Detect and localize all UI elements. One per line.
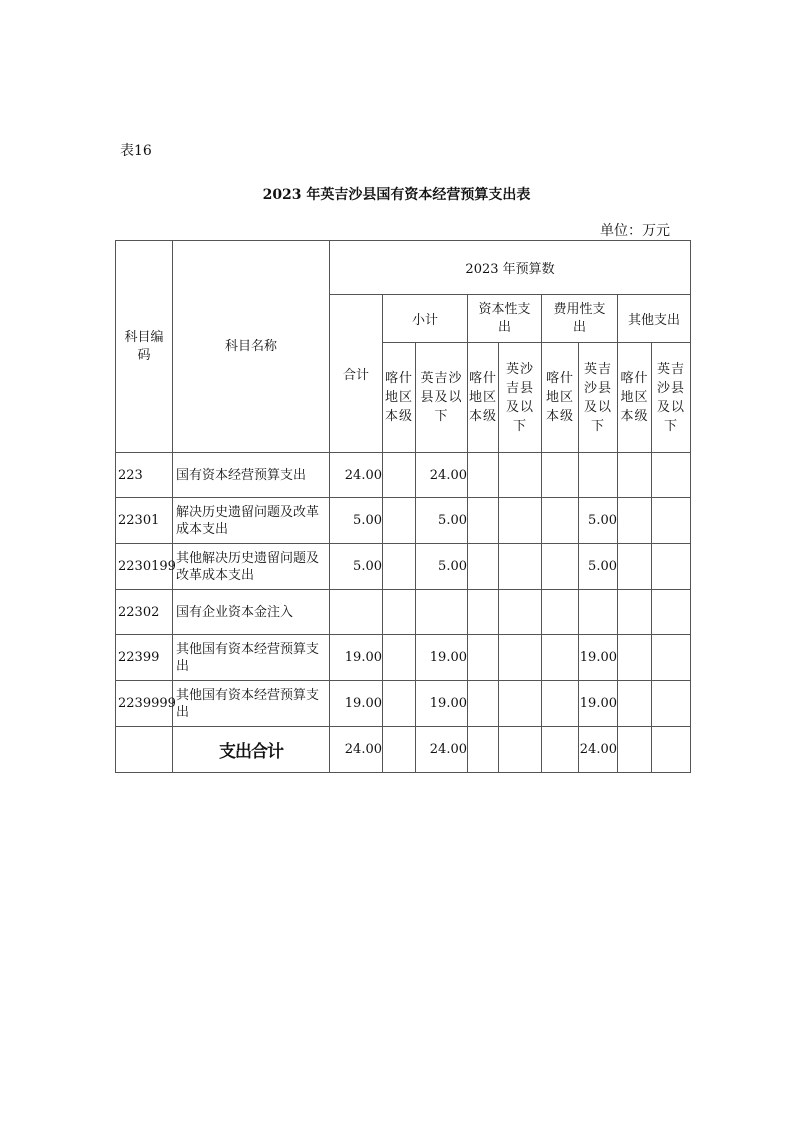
table-number: 表16 — [120, 143, 152, 159]
cell-empty — [542, 498, 579, 544]
cell-empty — [468, 498, 499, 544]
cell-empty — [468, 453, 499, 498]
header-name: 科目名称 — [173, 241, 330, 453]
cell-empty — [499, 727, 542, 773]
cell-empty — [383, 681, 416, 727]
header-group-subtotal: 小计 — [383, 295, 468, 343]
header-code: 科目编码 — [116, 241, 173, 453]
cell-empty — [542, 727, 579, 773]
row-subtotal-local: 19.00 — [416, 681, 468, 727]
sub-header-4: 英沙吉县及以下 — [499, 343, 542, 453]
row-expense-local — [579, 453, 618, 498]
row-total — [330, 590, 383, 635]
row-total: 24.00 — [330, 453, 383, 498]
cell-empty — [618, 681, 652, 727]
cell-empty — [383, 453, 416, 498]
header-budget: 2023 年预算数 — [330, 241, 691, 295]
sub-header-6: 英吉沙县及以下 — [579, 343, 618, 453]
cell-empty — [383, 544, 416, 590]
row-subtotal-local — [416, 590, 468, 635]
row-code: 22399 — [116, 635, 173, 681]
table-row — [116, 590, 691, 635]
cell-empty — [499, 590, 542, 635]
cell-empty — [618, 498, 652, 544]
row-expense-local: 19.00 — [579, 635, 618, 681]
cell-empty — [116, 727, 173, 773]
cell-empty — [542, 544, 579, 590]
budget-table — [115, 240, 691, 773]
header-group-capital: 资本性支出 — [468, 295, 542, 343]
cell-empty — [618, 590, 652, 635]
footer-label: 支出合计 — [173, 727, 330, 773]
cell-empty — [468, 727, 499, 773]
cell-empty — [468, 590, 499, 635]
row-subtotal-local: 24.00 — [416, 453, 468, 498]
row-expense-local: 19.00 — [579, 681, 618, 727]
cell-empty — [652, 453, 691, 498]
cell-empty — [499, 453, 542, 498]
row-name: 其他解决历史遗留问题及改革成本支出 — [173, 544, 330, 590]
table-row — [116, 635, 691, 681]
cell-empty — [383, 498, 416, 544]
row-subtotal-local: 19.00 — [416, 635, 468, 681]
sub-header-3: 喀什地区本级 — [468, 343, 499, 453]
page-title: 2023 年英吉沙县国有资本经营预算支出表 — [262, 187, 531, 203]
cell-empty — [542, 590, 579, 635]
sub-header-8: 英吉沙县及以下 — [652, 343, 691, 453]
sub-header-2: 英吉沙县及以下 — [416, 343, 468, 453]
cell-empty — [652, 635, 691, 681]
row-code: 22301 — [116, 498, 173, 544]
row-total: 5.00 — [330, 544, 383, 590]
sub-header-7: 喀什地区本级 — [618, 343, 652, 453]
cell-empty — [383, 727, 416, 773]
row-name: 国有资本经营预算支出 — [173, 453, 330, 498]
header-group-expense: 费用性支出 — [542, 295, 618, 343]
cell-empty — [468, 681, 499, 727]
table-row — [116, 544, 691, 590]
cell-empty — [499, 635, 542, 681]
cell-empty — [618, 727, 652, 773]
unit-label: 单位：万元 — [600, 223, 670, 239]
footer-subtotal-local: 24.00 — [416, 727, 468, 773]
row-subtotal-local: 5.00 — [416, 544, 468, 590]
cell-empty — [542, 453, 579, 498]
cell-empty — [618, 453, 652, 498]
sub-header-1: 喀什地区本级 — [383, 343, 416, 453]
row-expense-local: 5.00 — [579, 544, 618, 590]
row-name: 其他国有资本经营预算支出 — [173, 635, 330, 681]
table-row — [116, 681, 691, 727]
cell-empty — [383, 590, 416, 635]
cell-empty — [618, 544, 652, 590]
cell-empty — [383, 635, 416, 681]
header-total: 合计 — [330, 295, 383, 453]
footer-expense-local: 24.00 — [579, 727, 618, 773]
row-name: 解决历史遗留问题及改革成本支出 — [173, 498, 330, 544]
row-name: 其他国有资本经营预算支出 — [173, 681, 330, 727]
table-footer-row — [116, 727, 691, 773]
row-expense-local: 5.00 — [579, 498, 618, 544]
row-total: 19.00 — [330, 681, 383, 727]
table-row — [116, 498, 691, 544]
cell-empty — [542, 635, 579, 681]
cell-empty — [499, 498, 542, 544]
row-code: 223 — [116, 453, 173, 498]
cell-empty — [618, 635, 652, 681]
cell-empty — [652, 681, 691, 727]
row-total: 5.00 — [330, 498, 383, 544]
row-code: 2239999 — [116, 681, 173, 727]
cell-empty — [652, 727, 691, 773]
cell-empty — [652, 590, 691, 635]
sub-header-5: 喀什地区本级 — [542, 343, 579, 453]
header-group-other: 其他支出 — [618, 295, 691, 343]
footer-total: 24.00 — [330, 727, 383, 773]
cell-empty — [468, 544, 499, 590]
cell-empty — [499, 681, 542, 727]
cell-empty — [499, 544, 542, 590]
cell-empty — [652, 544, 691, 590]
row-total: 19.00 — [330, 635, 383, 681]
row-name: 国有企业资本金注入 — [173, 590, 330, 635]
cell-empty — [652, 498, 691, 544]
row-code: 22302 — [116, 590, 173, 635]
cell-empty — [468, 635, 499, 681]
row-expense-local — [579, 590, 618, 635]
table-row — [116, 453, 691, 498]
cell-empty — [542, 681, 579, 727]
row-code: 2230199 — [116, 544, 173, 590]
row-subtotal-local: 5.00 — [416, 498, 468, 544]
